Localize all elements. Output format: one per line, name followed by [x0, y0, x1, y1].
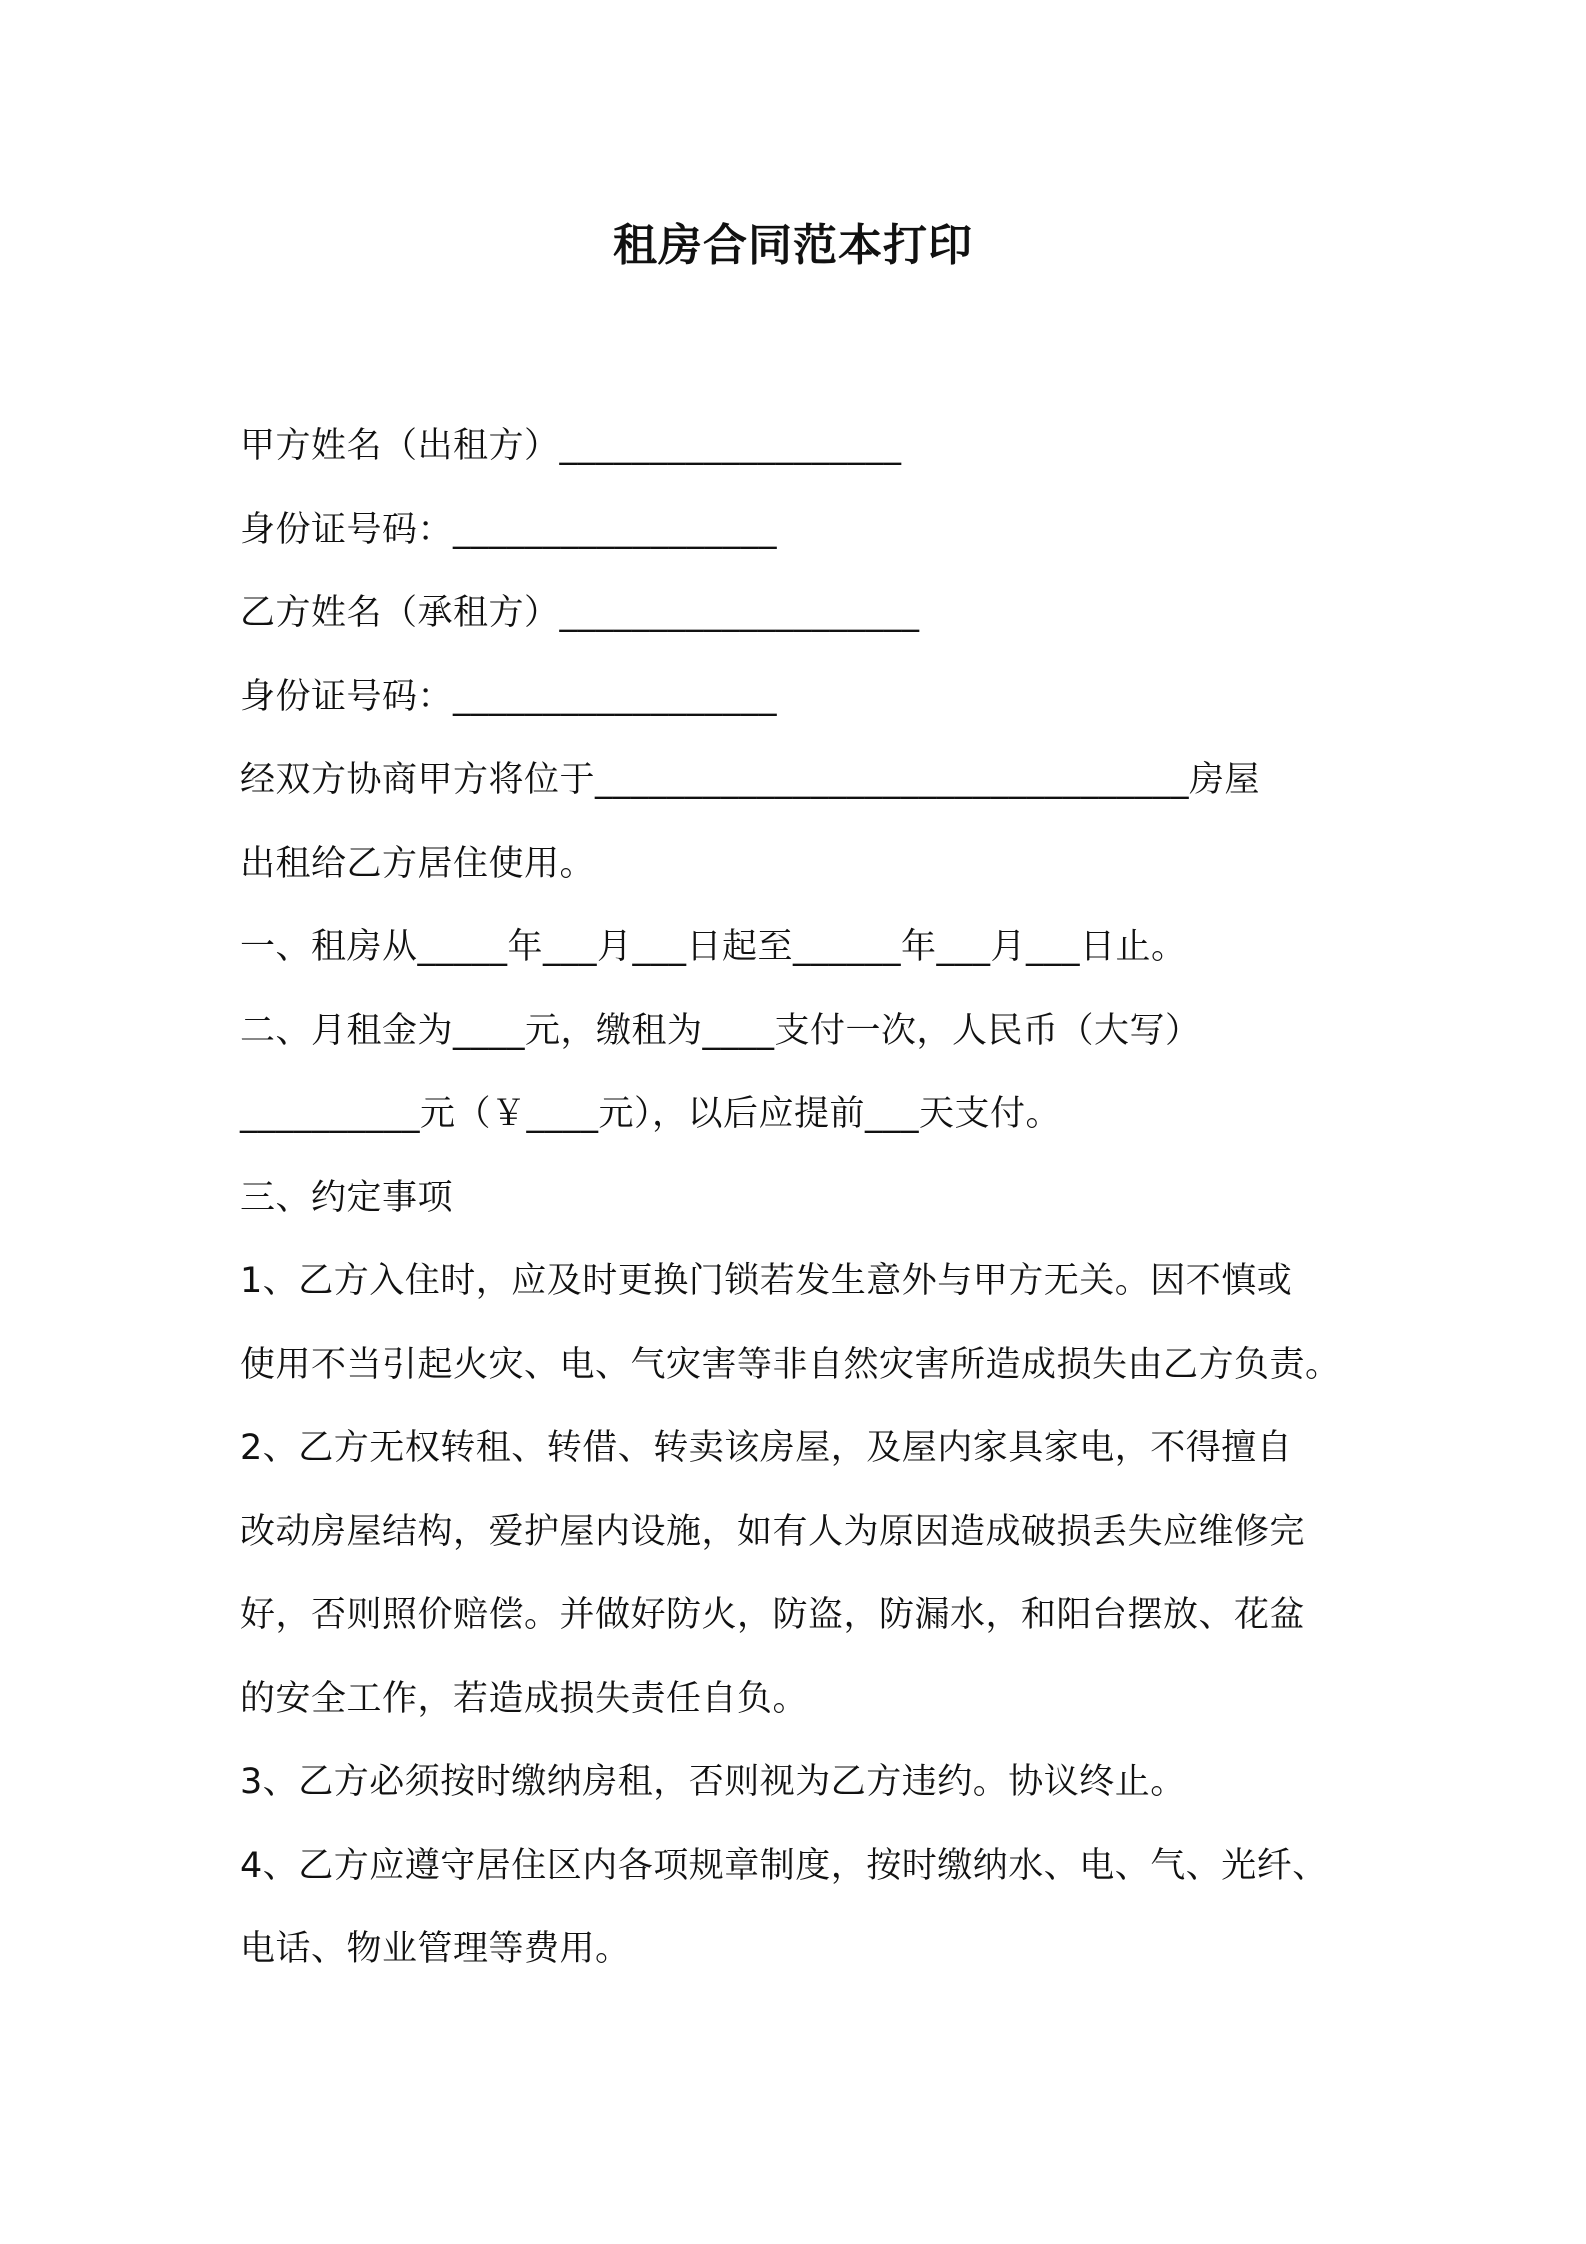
property-location-line: 经双方协商甲方将位于_________________________________房屋: [240, 760, 1261, 800]
item-1-line-1: 1、乙方入住时，应及时更换门锁若发生意外与甲方无关。因不慎或: [240, 1261, 1293, 1301]
clause-3-heading: 三、约定事项: [240, 1177, 454, 1218]
item-2-line-4: 的安全工作，若造成损失责任自负。: [240, 1678, 809, 1719]
item-4-line-2: 电话、物业管理等费用。: [240, 1929, 631, 1969]
item-4-line-1: 4、乙方应遵守居住区内各项规章制度，按时缴纳水、电、气、光纤、: [240, 1845, 1328, 1886]
clause-2-rent-line-continued: __________元（￥____元），以后应提前___天支付。: [240, 1094, 1062, 1134]
clause-1-term-line: 一、租房从_____年___月___日起至______年___月___日止。: [240, 927, 1187, 967]
property-use-line: 出租给乙方居住使用。: [240, 843, 596, 884]
item-3-line-1: 3、乙方必须按时缴纳房租，否则视为乙方违约。协议终止。: [240, 1762, 1186, 1802]
landlord-name-line: 甲方姓名（出租方）___________________: [240, 426, 902, 466]
item-2-line-3: 好，否则照价赔偿。并做好防火，防盗，防漏水，和阳台摆放、花盆: [240, 1595, 1306, 1635]
tenant-name-line: 乙方姓名（承租方）____________________: [240, 593, 920, 633]
clause-2-rent-line: 二、月租金为____元，缴租为____支付一次，人民币（大写）: [240, 1010, 1201, 1051]
item-1-line-2: 使用不当引起火灾、电、气灾害等非自然灾害所造成损失由乙方负责。: [240, 1344, 1341, 1385]
item-2-line-1: 2、乙方无权转租、转借、转卖该房屋，及屋内家具家电，不得擅自: [240, 1428, 1293, 1468]
tenant-id-line: 身份证号码：__________________: [240, 676, 778, 717]
item-2-line-2: 改动房屋结构，爱护屋内设施，如有人为原因造成破损丢失应维修完: [240, 1511, 1306, 1552]
landlord-id-line: 身份证号码：__________________: [240, 509, 778, 550]
contract-body: [240, 405, 1380, 1992]
document-title: 租房合同范本打印: [613, 220, 973, 271]
